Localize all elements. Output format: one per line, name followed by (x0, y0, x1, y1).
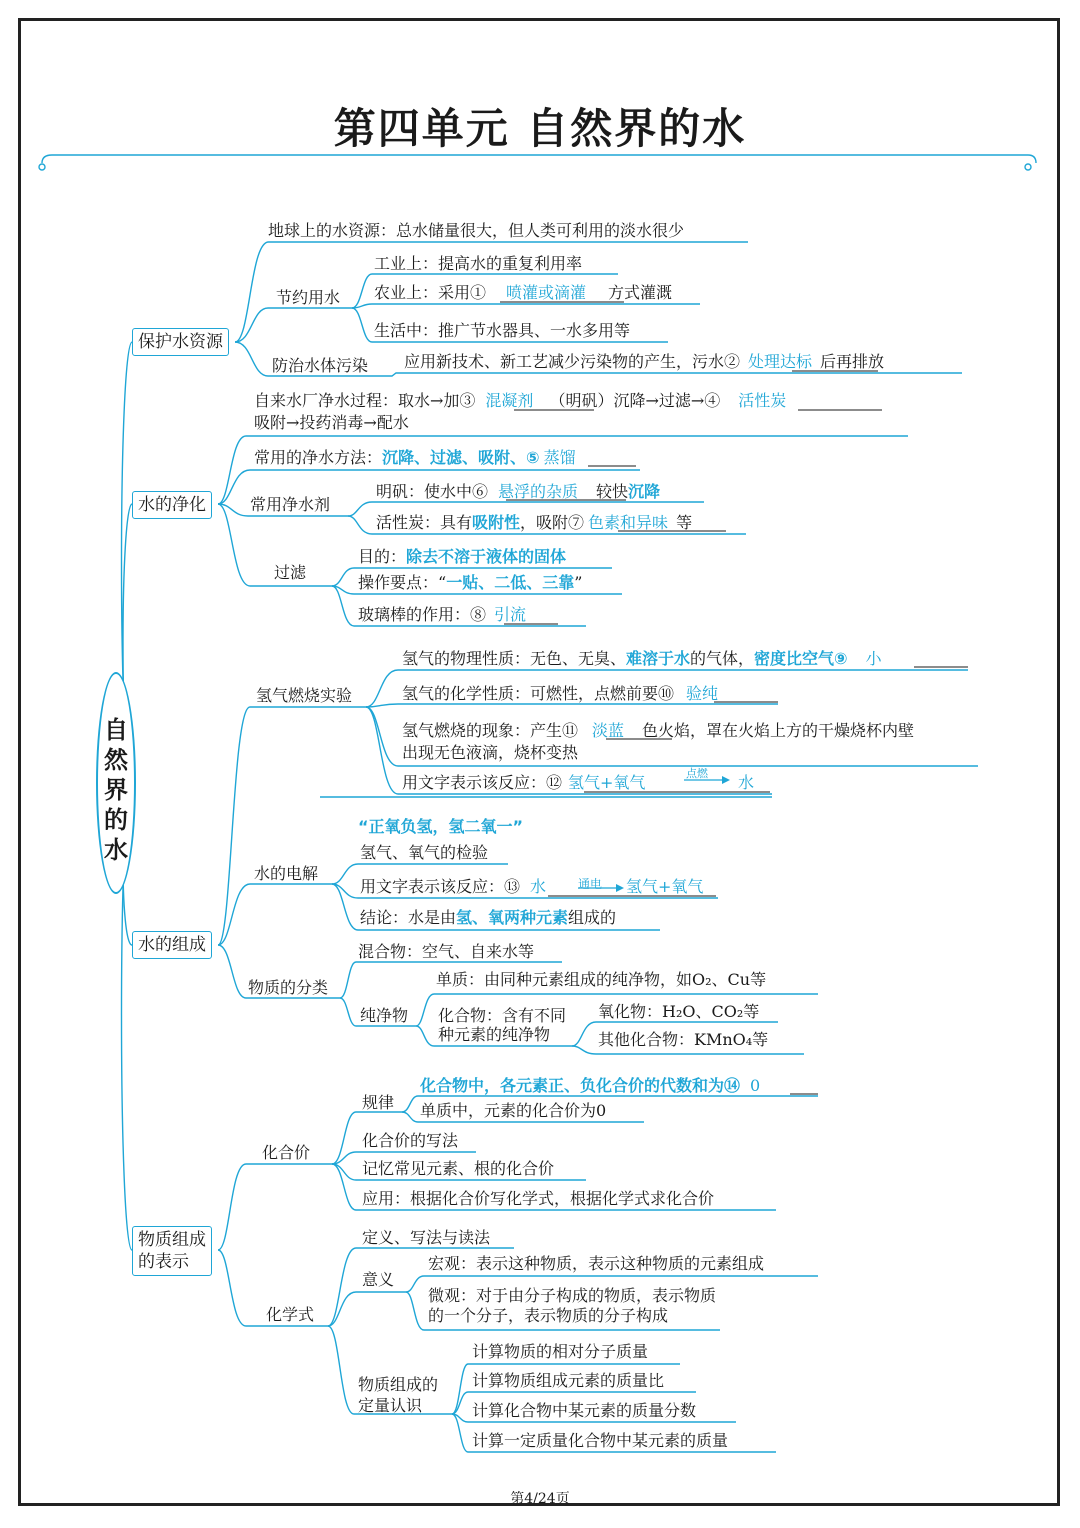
filter-goal: 目的：除去不溶于液体的固体 (358, 547, 567, 566)
root-char: 自 (104, 716, 128, 744)
electrolysis-condition: 通电 (578, 877, 603, 891)
save-water-node: 节约用水 (276, 288, 341, 307)
agriculture-text: 农业上：采用① 喷灌或滴灌 方式灌溉 (374, 283, 673, 302)
filter-node: 过滤 (274, 563, 307, 582)
answer-13-reactant: 水 (530, 877, 547, 896)
rule-node: 规律 (362, 1093, 395, 1112)
other-compound-text: 其他化合物：KMnO₄等 (598, 1030, 769, 1049)
compound-text-1: 化合物：含有不同 (438, 1006, 567, 1025)
micro-text-2: 的一个分子，表示物质的分子构成 (428, 1306, 669, 1325)
answer-9: 小 (865, 649, 882, 668)
quant-item: 计算物质的相对分子质量 (472, 1342, 649, 1361)
h2-node: 氢气燃烧实验 (256, 686, 353, 705)
answer-14: 0 (750, 1076, 761, 1095)
life-text: 生活中：推广节水器具、一水多用等 (374, 321, 631, 340)
root-char: 水 (104, 836, 128, 864)
mixture-text: 混合物：空气、自来水等 (358, 942, 535, 961)
section-purification: 水的净化 (132, 491, 212, 519)
h2-burn: 氢气燃烧的现象：产生⑪ 淡蓝 色火焰，罩在火焰上方的干燥烧杯内壁 (402, 721, 915, 740)
answer-12-product: 水 (738, 773, 755, 792)
quant-node-2: 定量认识 (358, 1396, 423, 1415)
h2-burn-2: 出现无色液滴，烧杯变热 (402, 743, 579, 762)
pure-node: 纯净物 (360, 1006, 409, 1025)
rule-2: 单质中，元素的化合价为0 (420, 1101, 607, 1120)
root-char: 界 (104, 776, 128, 804)
answer-2: 处理达标 (748, 352, 813, 371)
answer-4: 活性炭 (738, 391, 787, 410)
formula-def: 定义、写法与读法 (362, 1228, 491, 1247)
section-label: 物质组成 (138, 1230, 206, 1250)
filter-key: 操作要点：“一贴、二低、三靠” (358, 573, 583, 592)
valence-apply: 应用：根据化合价写化学式，根据化学式求化合价 (362, 1189, 715, 1208)
answer-11: 淡蓝 (592, 721, 625, 740)
page-title: 第四单元 自然界的水 (333, 104, 747, 153)
root-char: 的 (104, 806, 128, 834)
carbon-text: 活性炭：具有吸附性，吸附⑦ 色素和异味 等 (376, 513, 693, 532)
page-number: 第4/24页 (510, 1491, 570, 1507)
h2-equation: 用文字表示该反应：⑫ 氢气+氧气 (402, 773, 646, 792)
rule-1: 化合物中，各元素正、负化合价的代数和为⑭ 0 (420, 1076, 766, 1096)
valence-writing: 化合价的写法 (362, 1131, 459, 1150)
industry-text: 工业上：提高水的重复利用率 (374, 254, 583, 273)
section-composition: 水的组成 (132, 931, 212, 959)
meaning-node: 意义 (362, 1270, 395, 1289)
formula-node: 化学式 (266, 1305, 315, 1324)
compound-text-2: 种元素的纯净物 (438, 1025, 551, 1044)
process-text-2: 吸附→投药消毒→配水 (254, 413, 409, 432)
prevent-text: 应用新技术、新工艺减少污染物的产生，污水② 处理达标 后再排放 (404, 352, 885, 371)
resource-text: 地球上的水资源：总水储量很大，但人类可利用的淡水很少 (268, 221, 685, 240)
classify-node: 物质的分类 (248, 978, 329, 997)
macro-text: 宏观：表示这种物质，表示这种物质的元素组成 (428, 1254, 765, 1273)
quant-node-1: 物质组成的 (358, 1375, 439, 1394)
answer-1: 喷灌或滴灌 (506, 283, 587, 302)
root-char: 然 (104, 746, 128, 774)
prevent-node: 防治水体污染 (272, 356, 369, 375)
answer-5: 蒸馏 (543, 448, 576, 467)
section-protect-water: 保护水资源 (132, 328, 229, 356)
section-label: 的表示 (138, 1252, 189, 1272)
methods-text: 常用的净水方法：沉降、过滤、吸附、⑤ 蒸馏 (254, 448, 586, 468)
quant-item: 计算一定质量化合物中某元素的质量 (472, 1431, 729, 1450)
micro-text-1: 微观：对于由分子构成的物质，表示物质 (428, 1286, 717, 1305)
process-text: 自来水厂净水过程：取水→加③ 混凝剂 （明矾）沉降→过滤→④ 活性炭 (254, 391, 800, 411)
slogan-text: “正氧负氢，氢二氧一” (358, 817, 524, 836)
quant-item: 计算物质组成元素的质量比 (472, 1371, 665, 1390)
element-text: 单质：由同种元素组成的纯净物，如O₂、Cu等 (436, 970, 767, 989)
conclusion-text: 结论：水是由氢、氧两种元素组成的 (360, 908, 617, 927)
valence-node: 化合价 (262, 1143, 311, 1162)
answer-7: 色素和异味 (588, 513, 669, 532)
h2-physical: 氢气的物理性质：无色、无臭、难溶于水的气体，密度比空气⑨ 小 (402, 649, 902, 669)
quant-item: 计算化合物中某元素的质量分数 (472, 1401, 697, 1420)
answer-3: 混凝剂 (485, 391, 534, 410)
alum-text: 明矾：使水中⑥ 悬浮的杂质 较快沉降 (376, 482, 661, 501)
electrolysis-node: 水的电解 (254, 864, 319, 883)
h2-chemical: 氢气的化学性质：可燃性，点燃前要⑩ 验纯 (402, 684, 738, 704)
answer-13-products: 氢气+氧气 (626, 877, 704, 896)
electrolysis-equation: 用文字表示该反应：⑬ 水 (360, 877, 547, 896)
oxide-text: 氧化物：H₂O、CO₂等 (598, 1002, 760, 1021)
filter-rod: 玻璃棒的作用：⑧ 引流 (358, 605, 540, 625)
answer-10: 验纯 (686, 684, 719, 703)
gas-test-text: 氢气、氧气的检验 (360, 843, 489, 862)
answer-12-reactants: 氢气+氧气 (568, 773, 646, 792)
answer-8: 引流 (494, 605, 527, 624)
agents-node: 常用净水剂 (250, 495, 331, 514)
section-representation (132, 1226, 212, 1276)
h2-condition: 点燃 (686, 767, 708, 780)
root-node (96, 672, 136, 894)
valence-memo: 记忆常见元素、根的化合价 (362, 1159, 555, 1178)
answer-6: 悬浮的杂质 (498, 482, 579, 501)
